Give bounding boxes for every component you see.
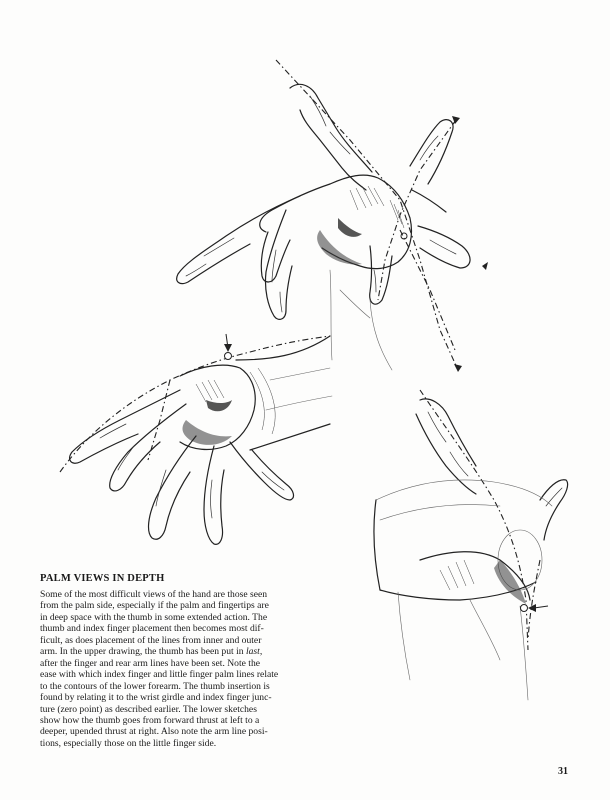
upper-hand-drawing (177, 60, 488, 372)
body-line: Some of the most difficult views of the hand are those seen (40, 589, 268, 600)
page-number: 31 (558, 766, 568, 777)
body-line: after the finger and rear arm lines have been set. Note the (40, 657, 261, 669)
body-line: arm. In the upper drawing, the thumb has been put in last, (40, 646, 263, 658)
body-line: found by relating it to the wrist girdle and index finger junc- (40, 692, 272, 704)
body-line: ease with which index finger and little finger palm lines relate (40, 669, 279, 681)
body-line: to the contours of the lower forearm. The thumb insertion is (40, 680, 270, 692)
section-heading: PALM VIEWS IN DEPTH (40, 573, 165, 584)
caption-text-block (40, 572, 312, 749)
lower-right-hand-drawing (374, 390, 568, 700)
body-line: show how the thumb goes from forward thrust at left to a (40, 714, 260, 726)
lower-left-hand-drawing (60, 334, 332, 544)
section-body (40, 589, 312, 749)
body-line: tions, especially those on the little finger side. (40, 737, 217, 749)
body-line: deeper, upended thrust at right. Also note the arm line posi- (40, 726, 268, 738)
body-line: ture (zero point) as described earlier. The lower sketches (40, 703, 257, 715)
body-line: in deep space with the thumb in some extended action. The (40, 611, 268, 623)
body-line: from the palm side, especially if the palm and fingertips are (40, 600, 269, 612)
body-line: ficult, as does placement of the lines from inner and outer (40, 634, 262, 646)
body-line: thumb and index finger placement then becomes most dif- (40, 623, 264, 635)
